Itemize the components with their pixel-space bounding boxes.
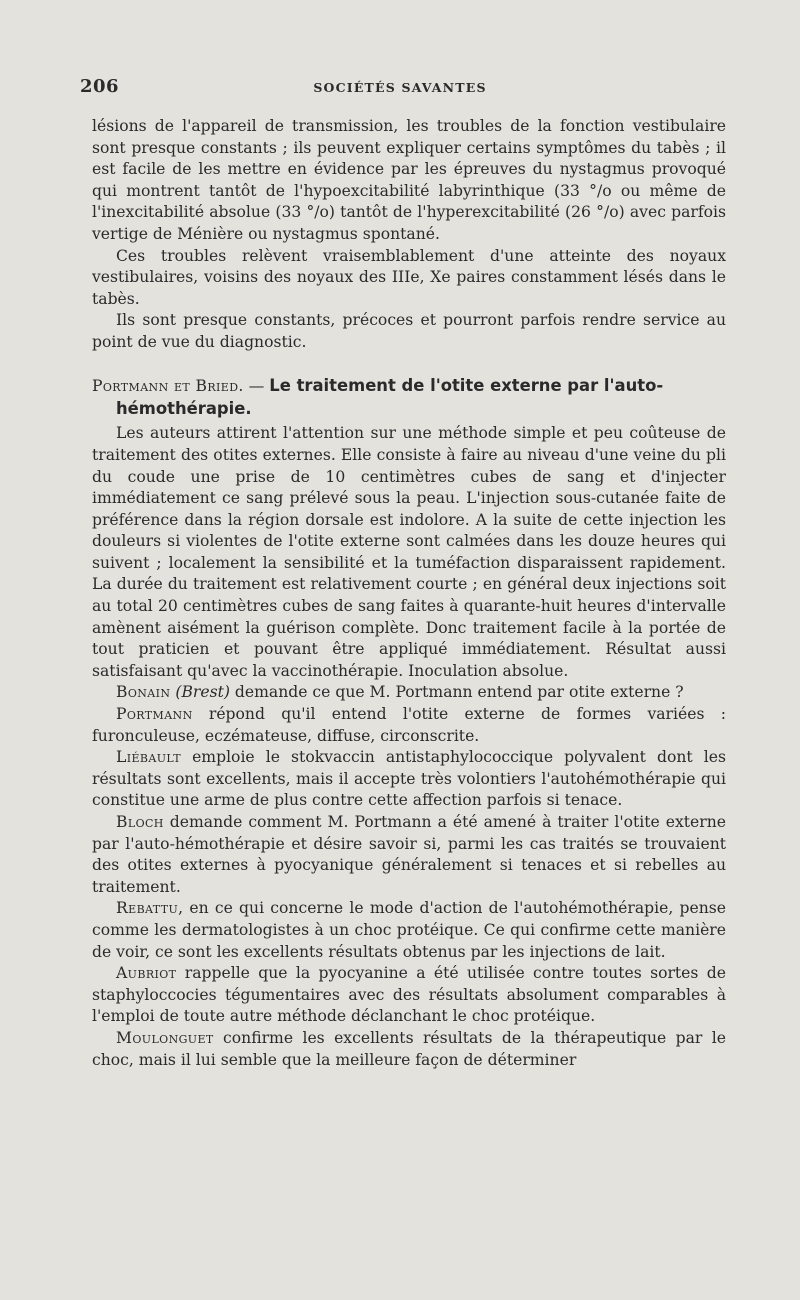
article-title: Le traitement de l'otite externe par l'auto- [269,376,664,396]
page-header [80,76,720,104]
section-gap [92,354,726,376]
discussion [92,682,726,1071]
paragraph: Ils sont presque constants, précoces et pourront parfois rendre service au point de vue du diagnostic. [92,311,726,351]
speaker-name: Liébault [116,748,181,767]
article-title-continued: hémothérapie. [116,398,252,418]
speaker-name: Aubriot [116,964,177,983]
discussion-entry [92,682,726,704]
speaker-text: répond qu'il entend l'otite externe de formes variées : furonculeuse, eczémateuse, diffuse, circonscrite. [92,705,726,745]
title-dash: — [243,377,270,396]
speaker-text: , en ce qui concerne le mode d'action de l'autohémothérapie, pense comme les dermatologistes à un choc protéique. Ce qui confirme cette manière de voir, ce sont les excellents résultats obtenus par les injections de lait. [92,899,726,961]
speaker-text: confirme les excellents résultats de la thérapeutique par le choc, mais il lui semble que la meilleure façon de déterminer [92,1028,726,1069]
speaker-name: Rebattu [116,899,179,918]
discussion-entry [92,963,726,1028]
page-number: 206 [80,76,120,97]
discussion-entry [92,1028,726,1071]
speaker-text: demande comment M. Portmann a été amené à traiter l'otite externe par l'auto-hémothérapie et désire savoir si, parmi les cas traités se trouvaient des otites externes à pyocyanique généralement si tenaces et si rebelles au traitement. [92,813,726,896]
speaker-name: Moulonguet [116,1028,214,1047]
paragraph: Les auteurs attirent l'attention sur une méthode simple et peu coûteuse de traitement des otites externes. Elle consiste à faire au niveau d'une veine du pli du coude une prise de 10 centimètres cubes de sang et d'injecter immédiatement ce sang prélevé sous la peau. L'injection sous-cutanée faite de préférence dans la région dorsale est indolore. A la suite de cette injection les douleurs si violentes de l'otite externe sont calmées dans les douze heures qui suivent ; localement la sensibilité et la tuméfaction disparaissent rapidement. La durée du traitement est relativement courte ; en général deux injections soit au total 20 centimètres cubes de sang faites à quarante-huit heures d'intervalle amènent aisément la guérison complète. Donc traitement facile à la portée de tout praticien et pouvant être appliqué immédiatement. Résultat aussi satisfaisant qu'avec la vaccinothérapie. Inoculation absolue. [92,424,726,680]
running-head: SOCIÉTÉS SAVANTES [313,80,487,95]
discussion-entry [92,704,726,747]
page-body [92,116,726,1071]
article-heading [92,375,726,419]
paragraph: lésions de l'appareil de transmission, les troubles de la fonction vestibulaire sont presque constants ; ils peuvent expliquer certains symptômes du tabès ; il est facile de les mettre en évidence par les épreuves du nystagmus provoqué qui montrent tantôt de l'hypoexcitabilité labyrinthique (33 °/o ou même de l'inexcitabilité absolue (33 °/o) tantôt de l'hyperexcitabilité (26 °/o) avec parfois vertige de Ménière ou nystagmus spontané. [92,117,726,243]
paragraph: Ces troubles relèvent vraisemblablement d'une atteinte des noyaux vestibulaires, voisins des noyaux des IIIe, Xe paires constamment lésés dans le tabès. [92,246,726,308]
speaker-text: rappelle que la pyocyanine a été utilisée contre toutes sortes de staphyloccocies tégumentaires avec des résultats absolument comparables à l'emploi de toute autre méthode déclanchant le choc protéique. [92,964,726,1026]
speaker-name: Bloch [116,813,164,831]
speaker-text: emploie le stokvaccin antistaphylococcique polyvalent dont les résultats sont excellents, mais il accepte très volontiers l'autohémothérapie qui constitue une arme de plus contre cette affection parfois si tenace. [92,748,726,810]
speaker-name: Bonain [116,683,171,702]
discussion-entry [92,747,726,812]
discussion-entry [92,898,726,963]
speaker-name: Portmann [116,705,193,724]
speaker-text: (Brest) demande ce que M. Portmann entend par otite externe ? [175,683,684,702]
article-authors: Portmann et Bried. [92,377,244,396]
discussion-entry [92,812,726,898]
